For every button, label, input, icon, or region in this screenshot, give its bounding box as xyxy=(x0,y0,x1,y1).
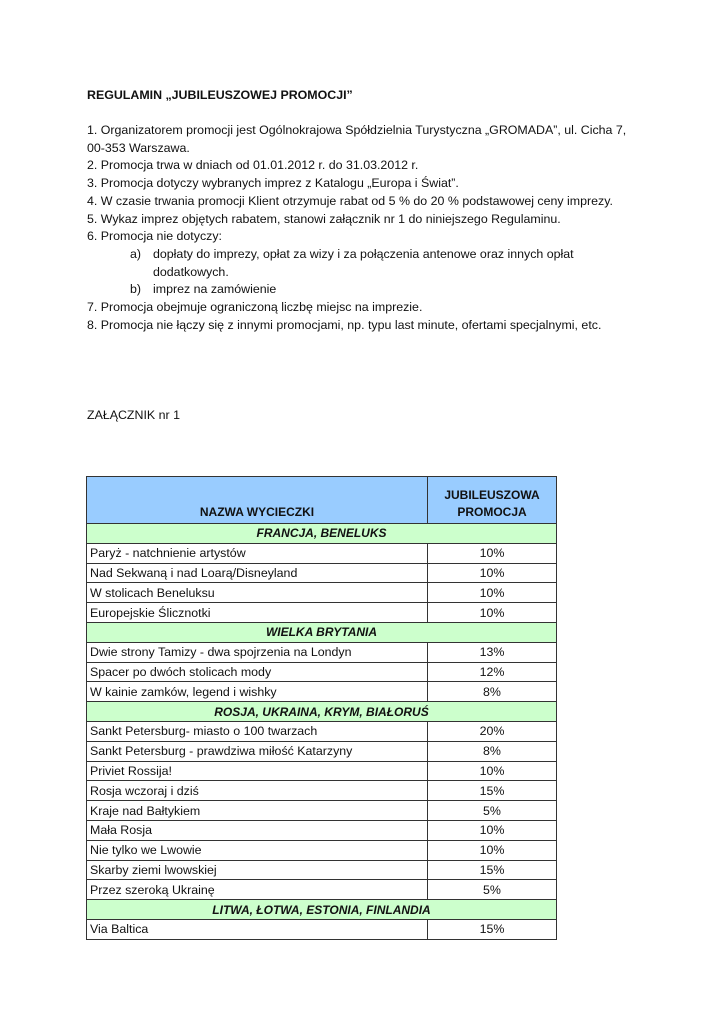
discount-cell: 20% xyxy=(428,721,557,741)
column-header-promo-line2: PROMOCJA xyxy=(457,505,527,519)
discount-cell: 10% xyxy=(428,820,557,840)
discount-cell: 15% xyxy=(428,781,557,801)
trip-name-cell: W kainie zamków, legend i wishky xyxy=(87,682,428,702)
subitem-marker: b) xyxy=(130,282,142,297)
table-row xyxy=(87,761,557,781)
table-row xyxy=(87,721,557,741)
discount-cell: 15% xyxy=(428,919,557,939)
table-row xyxy=(87,820,557,840)
trip-name-cell: Paryż - natchnienie artystów xyxy=(87,543,428,563)
regulation-item-6: 6. Promocja nie dotyczy: xyxy=(87,229,222,244)
column-header-name: NAZWA WYCIECZKI xyxy=(87,477,428,524)
discount-cell: 15% xyxy=(428,860,557,880)
discount-cell: 10% xyxy=(428,603,557,623)
table-row xyxy=(87,801,557,821)
regulation-item-4: 4. W czasie trwania promocji Klient otrzymuje rabat od 5 % do 20 % podstawowej ceny imprezy. xyxy=(87,193,613,208)
regulation-item-2: 2. Promocja trwa w dniach od 01.01.2012 r. do 31.03.2012 r. xyxy=(87,158,419,173)
discount-cell: 13% xyxy=(428,642,557,662)
regulation-subitem-a xyxy=(87,246,632,281)
table-row xyxy=(87,662,557,682)
column-header-promo-line1: JUBILEUSZOWA xyxy=(444,488,540,502)
table-row xyxy=(87,919,557,939)
regulation-subitem-b xyxy=(87,281,632,299)
section-title: LITWA, ŁOTWA, ESTONIA, FINLANDIA xyxy=(87,900,557,920)
discount-cell: 8% xyxy=(428,682,557,702)
table-row xyxy=(87,741,557,761)
table-row xyxy=(87,543,557,563)
trip-name-cell: Skarby ziemi lwowskiej xyxy=(87,860,428,880)
table-row xyxy=(87,563,557,583)
trip-name-cell: Spacer po dwóch stolicach mody xyxy=(87,662,428,682)
trip-name-cell: Via Baltica xyxy=(87,919,428,939)
table-row xyxy=(87,860,557,880)
table-row xyxy=(87,682,557,702)
section-row xyxy=(87,524,557,544)
subitem-text: imprez na zamówienie xyxy=(153,282,277,297)
table-row xyxy=(87,840,557,860)
regulation-item-1: 1. Organizatorem promocji jest Ogólnokrajowa Spółdzielnia Turystyczna „GROMADA”, ul. Cicha 7, 00-353 Warszawa. xyxy=(87,123,627,155)
regulation-item-3: 3. Promocja dotyczy wybranych imprez z Katalogu „Europa i Świat”. xyxy=(87,176,459,191)
section-row xyxy=(87,622,557,642)
section-title: ROSJA, UKRAINA, KRYM, BIAŁORUŚ xyxy=(87,702,557,722)
table-row xyxy=(87,781,557,801)
regulations-body xyxy=(87,122,632,334)
trip-name-cell: Sankt Petersburg - prawdziwa miłość Katarzyny xyxy=(87,741,428,761)
trip-name-cell: Przez szeroką Ukrainę xyxy=(87,880,428,900)
document-title: REGULAMIN „JUBILEUSZOWEJ PROMOCJI” xyxy=(87,88,353,102)
trip-name-cell: W stolicach Beneluksu xyxy=(87,583,428,603)
trip-name-cell: Nie tylko we Lwowie xyxy=(87,840,428,860)
regulation-item-8: 8. Promocja nie łączy się z innymi promocjami, np. typu last minute, ofertami specjalnymi, etc. xyxy=(87,317,602,332)
section-title: WIELKA BRYTANIA xyxy=(87,622,557,642)
discount-cell: 10% xyxy=(428,761,557,781)
promotion-table xyxy=(86,476,557,940)
column-header-promo xyxy=(428,477,557,524)
trip-name-cell: Sankt Petersburg- miasto o 100 twarzach xyxy=(87,721,428,741)
trip-name-cell: Europejskie Ślicznotki xyxy=(87,603,428,623)
annex-title: ZAŁĄCZNIK nr 1 xyxy=(87,408,180,422)
trip-name-cell: Nad Sekwaną i nad Loarą/Disneyland xyxy=(87,563,428,583)
table-row xyxy=(87,603,557,623)
table-row xyxy=(87,642,557,662)
discount-cell: 8% xyxy=(428,741,557,761)
regulation-item-7: 7. Promocja obejmuje ograniczoną liczbę miejsc na imprezie. xyxy=(87,300,423,315)
discount-cell: 5% xyxy=(428,880,557,900)
trip-name-cell: Kraje nad Bałtykiem xyxy=(87,801,428,821)
subitem-text: dopłaty do imprezy, opłat za wizy i za połączenia antenowe oraz innych opłat dodatkowych. xyxy=(153,246,574,279)
table-header-row xyxy=(87,477,557,524)
section-row xyxy=(87,702,557,722)
trip-name-cell: Rosja wczoraj i dziś xyxy=(87,781,428,801)
section-title: FRANCJA, BENELUKS xyxy=(87,524,557,544)
regulation-item-5: 5. Wykaz imprez objętych rabatem, stanowi załącznik nr 1 do niniejszego Regulaminu. xyxy=(87,211,561,226)
trip-name-cell: Mała Rosja xyxy=(87,820,428,840)
table-body xyxy=(87,524,557,940)
table-row xyxy=(87,880,557,900)
discount-cell: 10% xyxy=(428,583,557,603)
discount-cell: 10% xyxy=(428,543,557,563)
subitem-marker: a) xyxy=(130,246,142,261)
trip-name-cell: Priviet Rossija! xyxy=(87,761,428,781)
discount-cell: 10% xyxy=(428,563,557,583)
discount-cell: 5% xyxy=(428,801,557,821)
discount-cell: 10% xyxy=(428,840,557,860)
discount-cell: 12% xyxy=(428,662,557,682)
trip-name-cell: Dwie strony Tamizy - dwa spojrzenia na Londyn xyxy=(87,642,428,662)
table-row xyxy=(87,583,557,603)
section-row xyxy=(87,900,557,920)
